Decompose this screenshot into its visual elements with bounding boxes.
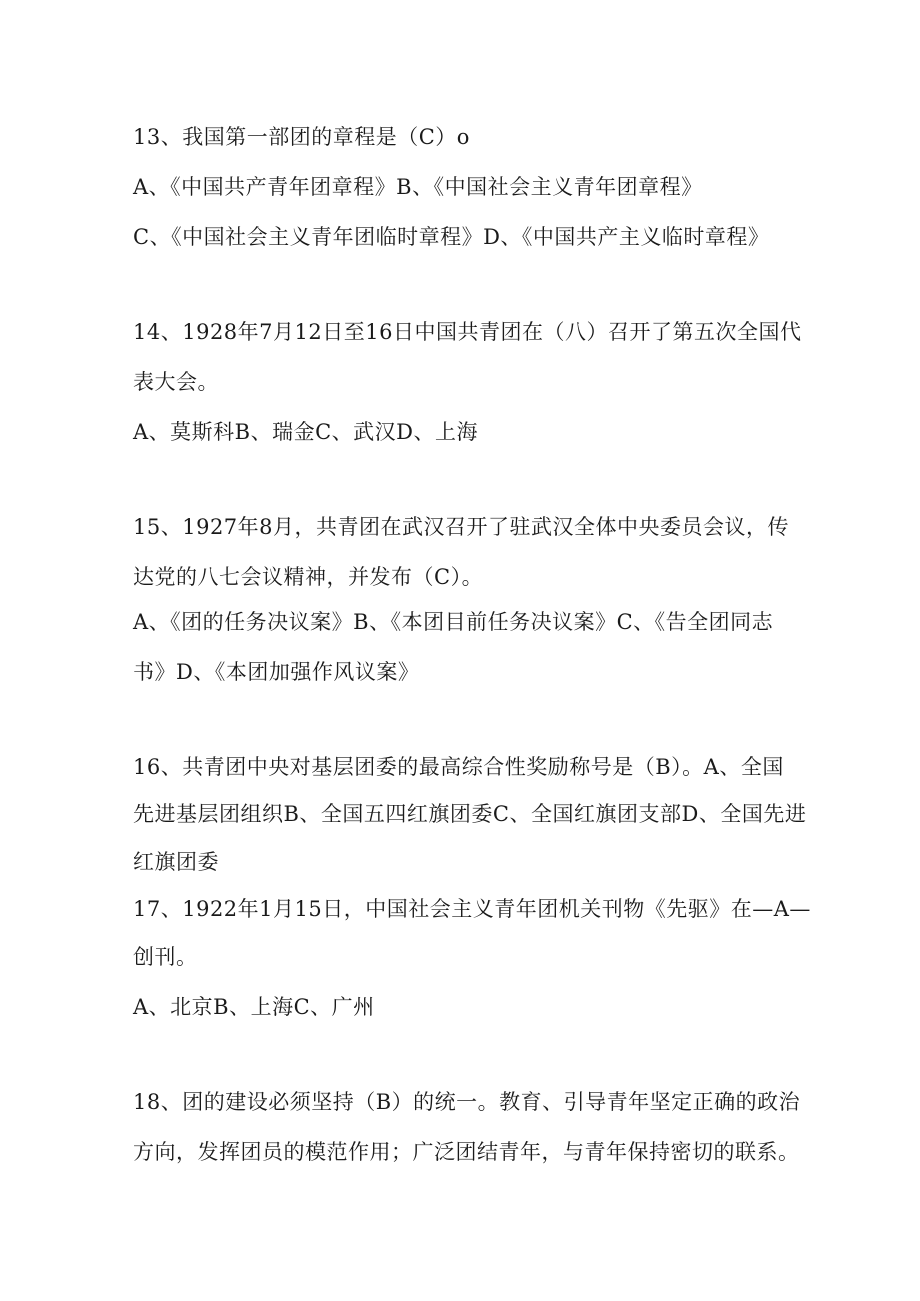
q14-options: A、莫斯科B、瑞金C、武汉D、上海 [133,420,479,444]
q16-line-2: 先进基层团组织B、全国五四红旗团委C、全国红旗团支部D、全国先进 [133,802,807,826]
q15-question-line-2: 达党的八七会议精神，并发布（C）。 [133,565,484,589]
q17-options: A、北京B、上海C、广州 [133,995,375,1019]
q16-line-1: 16、共青团中央对基层团委的最高综合性奖励称号是（B）。A、全国 [133,755,784,779]
q18-line-1: 18、团的建设必须坚持（B）的统一。教育、引导青年坚定正确的政治 [133,1090,801,1114]
q16-line-3: 红旗团委 [133,850,219,874]
q15-question-line-1: 15、1927年8月，共青团在武汉召开了驻武汉全体中央委员会议，传 [133,515,790,539]
q13-options-line-1: A、《中国共产青年团章程》B、《中国社会主义青年团章程》 [133,175,703,199]
q15-options-line-2: 书》D、《本团加强作风议案》 [133,660,420,684]
q14-question-line-1: 14、1928年7月12日至16日中国共青团在（八）召开了第五次全国代 [133,320,802,344]
q17-question-line-2: 创刊。 [133,945,198,969]
q13-options-line-2: C、《中国社会主义青年团临时章程》D、《中国共产主义临时章程》 [133,225,770,249]
q14-question-line-2: 表大会。 [133,370,219,394]
q15-options-line-1: A、《团的任务决议案》B、《本团目前任务决议案》C、《告全团同志 [133,610,774,634]
q18-line-2: 方向，发挥团员的模范作用；广泛团结青年，与青年保持密切的联系。 [133,1140,800,1164]
q13-question: 13、我国第一部团的章程是（C）o [133,125,470,149]
q17-question-line-1: 17、1922年1月15日，中国社会主义青年团机关刊物《先驱》在—A— [133,897,811,921]
